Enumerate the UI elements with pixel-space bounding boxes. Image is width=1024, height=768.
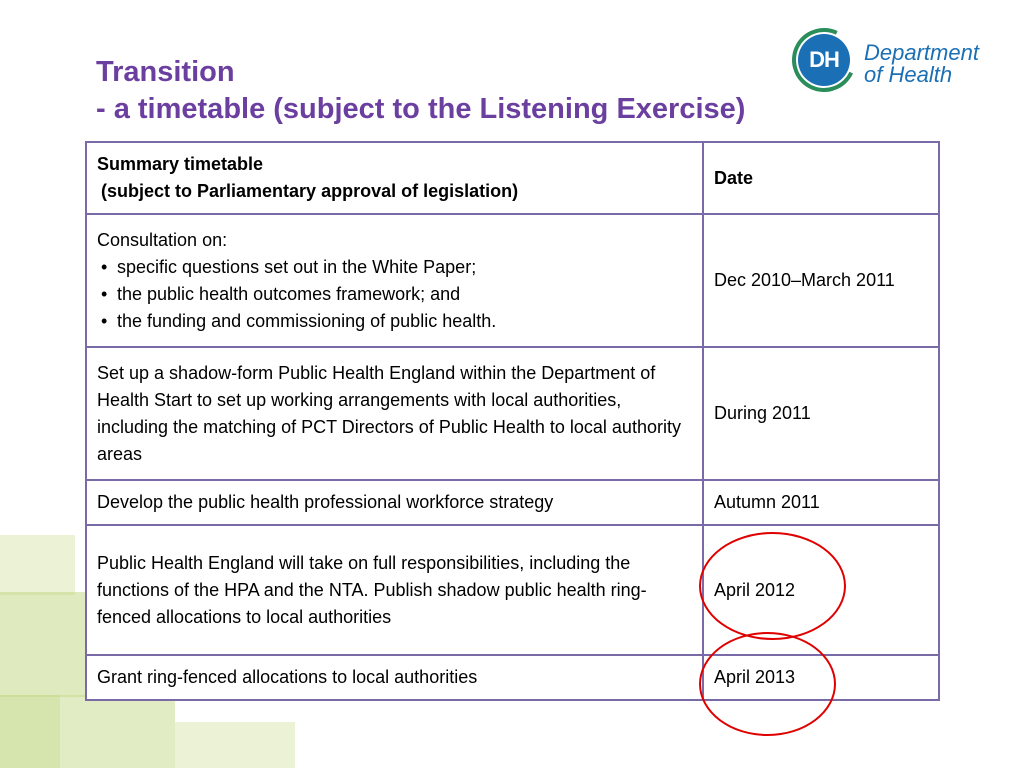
header-summary-line2: (subject to Parliamentary approval of legislation)	[101, 181, 519, 201]
table-header-row	[86, 142, 939, 214]
slide-title-line2: - a timetable (subject to the Listening Exercise)	[96, 93, 746, 125]
decorative-square	[0, 535, 75, 595]
row-date: During 2011	[703, 347, 939, 480]
decorative-square	[60, 695, 175, 768]
table-row	[86, 347, 939, 480]
table-row	[86, 214, 939, 347]
table-row	[86, 525, 939, 655]
row-intro: Consultation on:	[97, 229, 228, 250]
logo-line1: Department	[864, 40, 979, 65]
slide-title	[96, 54, 745, 128]
logo-line2: of Health	[864, 62, 953, 87]
header-cell-summary	[86, 142, 703, 214]
header-cell-date: Date	[703, 142, 939, 214]
row-date: April 2012	[703, 525, 939, 655]
list-item: • specific questions set out in the White Paper;	[97, 254, 692, 281]
summary-timetable	[85, 141, 940, 701]
row-date: April 2013	[703, 655, 939, 700]
table-row	[86, 480, 939, 525]
slide-title-line1: Transition	[96, 56, 235, 88]
row-description: Set up a shadow-form Public Health England within the Department of Health Start to set up working arrangements with local authorities, including the matching of PCT Directors of Public Health to local authority areas	[86, 347, 703, 480]
department-of-health-logo	[792, 28, 992, 100]
decorative-square	[175, 722, 295, 768]
header-summary-line1: Summary timetable	[97, 154, 264, 174]
row-description: Public Health England will take on full responsibilities, including the functions of the HPA and the NTA. Publish shadow public health ring-fenced allocations to local authorities	[86, 525, 703, 655]
list-item: • the public health outcomes framework; and	[97, 281, 692, 308]
table-row	[86, 655, 939, 700]
row-date: Autumn 2011	[703, 480, 939, 525]
row-description: Develop the public health professional workforce strategy	[86, 480, 703, 525]
row-description: Grant ring-fenced allocations to local authorities	[86, 655, 703, 700]
logo-wordmark	[864, 42, 979, 86]
row-description	[86, 214, 703, 347]
decorative-square	[0, 695, 60, 768]
list-item: • the funding and commissioning of public health.	[97, 308, 692, 335]
bullet-list	[97, 254, 692, 335]
logo-badge: DH	[798, 34, 850, 86]
row-date: Dec 2010–March 2011	[703, 214, 939, 347]
